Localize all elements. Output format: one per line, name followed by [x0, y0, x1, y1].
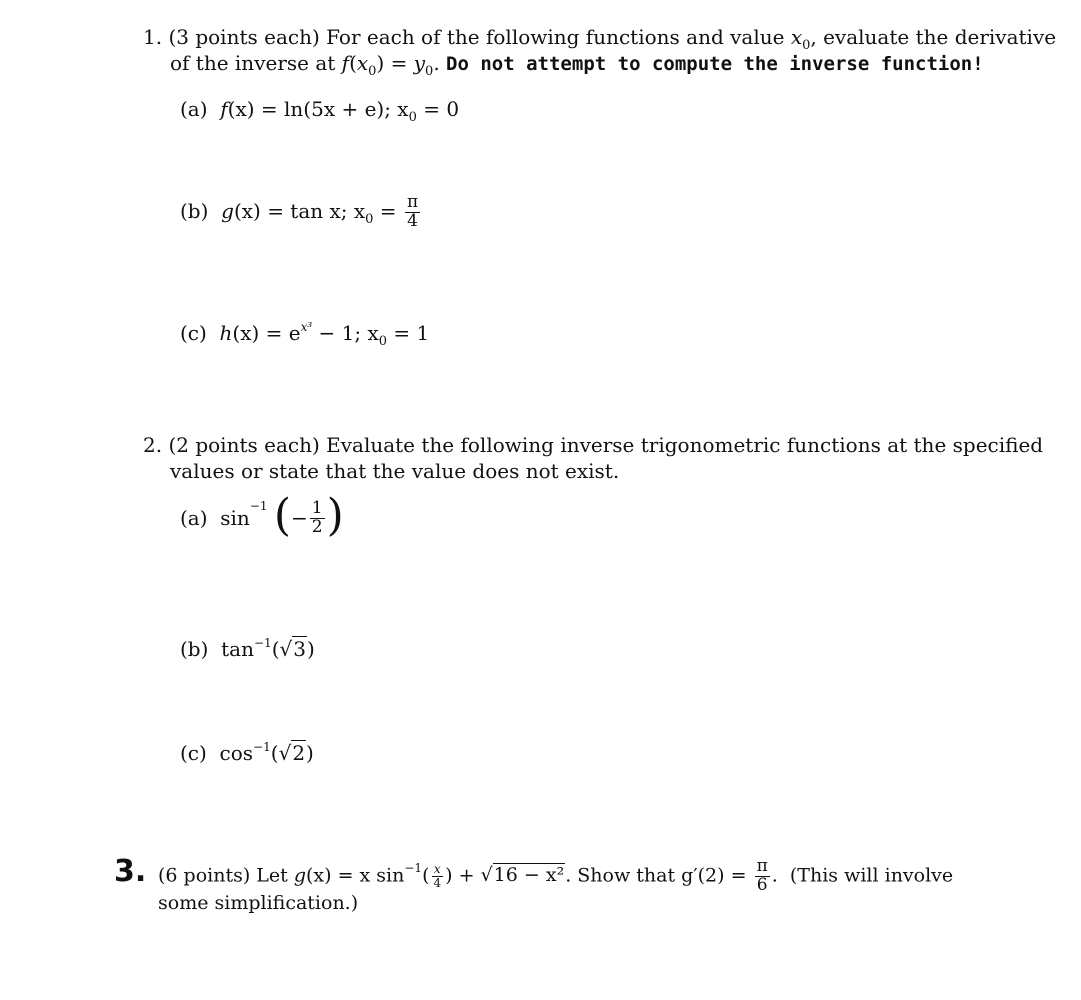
denominator: 2 — [311, 516, 323, 537]
func-name: f — [220, 97, 228, 121]
problem-3-number: 3. — [114, 854, 147, 889]
problem-2b — [180, 636, 315, 662]
var-y: y — [413, 51, 426, 75]
period: . — [433, 51, 440, 75]
paren-close: ) = — [376, 51, 408, 75]
denominator: 4 — [407, 210, 418, 231]
problem-1-line-1 — [143, 24, 1057, 53]
problem-1-intro: (3 points each) For each of the following functions and value — [168, 25, 785, 49]
paren-open: ( — [270, 741, 279, 765]
sign: − — [291, 506, 308, 530]
func-name: g — [221, 198, 234, 223]
numerator: π — [406, 192, 419, 212]
func-name: h — [219, 321, 233, 345]
problem-1-line-2 — [170, 50, 984, 77]
part-label: (c) — [180, 321, 207, 345]
var-f: f — [341, 51, 350, 75]
expression-tail: = 0 — [416, 97, 460, 121]
problem-1-intro-end: , evaluate the derivative — [810, 25, 1057, 49]
exponent: x³ — [300, 320, 313, 334]
sub: 0 — [408, 110, 417, 125]
func-g: g — [293, 864, 307, 887]
sub: 0 — [378, 334, 388, 349]
problem-2-intro: (2 points each) Evaluate the following inverse trigonometric functions at the specified — [168, 433, 1044, 457]
line2-pre: of the inverse at — [170, 51, 336, 75]
t7: (This will involve — [789, 864, 954, 887]
radicand: 3 — [293, 637, 306, 661]
sub: 0 — [368, 64, 377, 79]
sub: 0 — [425, 64, 434, 79]
problem-3-line-1 — [158, 858, 953, 895]
radicand: 2 — [292, 741, 306, 765]
paren-close: ) — [306, 741, 314, 765]
numerator: x — [432, 863, 444, 877]
problem-2c — [180, 740, 314, 766]
part-label: (b) — [180, 637, 209, 661]
sub: 0 — [802, 38, 811, 53]
problem-1b — [180, 194, 422, 231]
paren-close: ) — [326, 490, 344, 541]
problem-2-intro-cont: values or state that the value does not exist. — [170, 459, 620, 483]
t6: . — [771, 864, 778, 887]
paren-open: ( — [422, 864, 430, 887]
denominator: 4 — [433, 875, 442, 890]
exponent: −1 — [253, 740, 271, 754]
part-label: (c) — [180, 741, 207, 765]
var-x: x — [356, 51, 369, 75]
t1: (6 points) Let — [158, 864, 288, 887]
expression: (x) = e — [232, 321, 301, 345]
expression: (x) = ln(5x + e); x — [227, 97, 409, 121]
expression: (x) = tan x; x — [233, 198, 366, 223]
part-label: (a) — [180, 97, 208, 121]
exponent: −1 — [253, 636, 272, 650]
problem-2-number: 2. — [143, 433, 163, 457]
numerator: 1 — [311, 497, 323, 518]
denominator: 6 — [756, 874, 768, 895]
exponent: −1 — [249, 498, 268, 513]
fraction — [310, 497, 325, 537]
func-name: tan — [221, 637, 254, 661]
t5: g′(2) = — [681, 864, 747, 887]
paren-open: ( — [273, 490, 292, 541]
paren-open: ( — [349, 51, 357, 75]
warning-text: Do not attempt to compute the inverse function! — [446, 53, 984, 75]
problem-3-line-2: some simplification.) — [158, 892, 359, 914]
t2: (x) = x sin — [306, 864, 405, 887]
fraction — [755, 858, 770, 895]
paren-open: ( — [271, 637, 280, 661]
expression-tail: = — [373, 198, 397, 223]
expression-mid: − 1; x — [312, 321, 379, 345]
func-name: cos — [219, 741, 254, 765]
part-label: (b) — [180, 198, 209, 223]
problem-2-line-2 — [170, 458, 619, 484]
t3: ) + — [445, 864, 475, 887]
radicand: 16 − x² — [493, 864, 565, 887]
exponent: −1 — [404, 861, 423, 876]
fraction — [405, 194, 420, 231]
numerator: π — [756, 856, 768, 876]
func-name: sin — [220, 506, 250, 530]
sub: 0 — [365, 211, 374, 227]
expression-tail: = 1 — [387, 321, 430, 345]
square-root: √2 — [278, 741, 306, 765]
problem-1c — [180, 320, 430, 349]
square-root: √3 — [279, 637, 306, 661]
problem-1-number: 1. — [143, 25, 163, 49]
small-fraction — [432, 863, 444, 889]
part-label: (a) — [180, 506, 208, 530]
t4: . Show that — [565, 864, 676, 887]
problem-1a — [180, 96, 460, 125]
square-root: √16 − x² — [480, 864, 565, 887]
problem-2a — [180, 490, 344, 541]
paren-close: ) — [306, 637, 315, 661]
problem-2-line-1 — [143, 432, 1043, 458]
var-x: x — [790, 25, 803, 49]
